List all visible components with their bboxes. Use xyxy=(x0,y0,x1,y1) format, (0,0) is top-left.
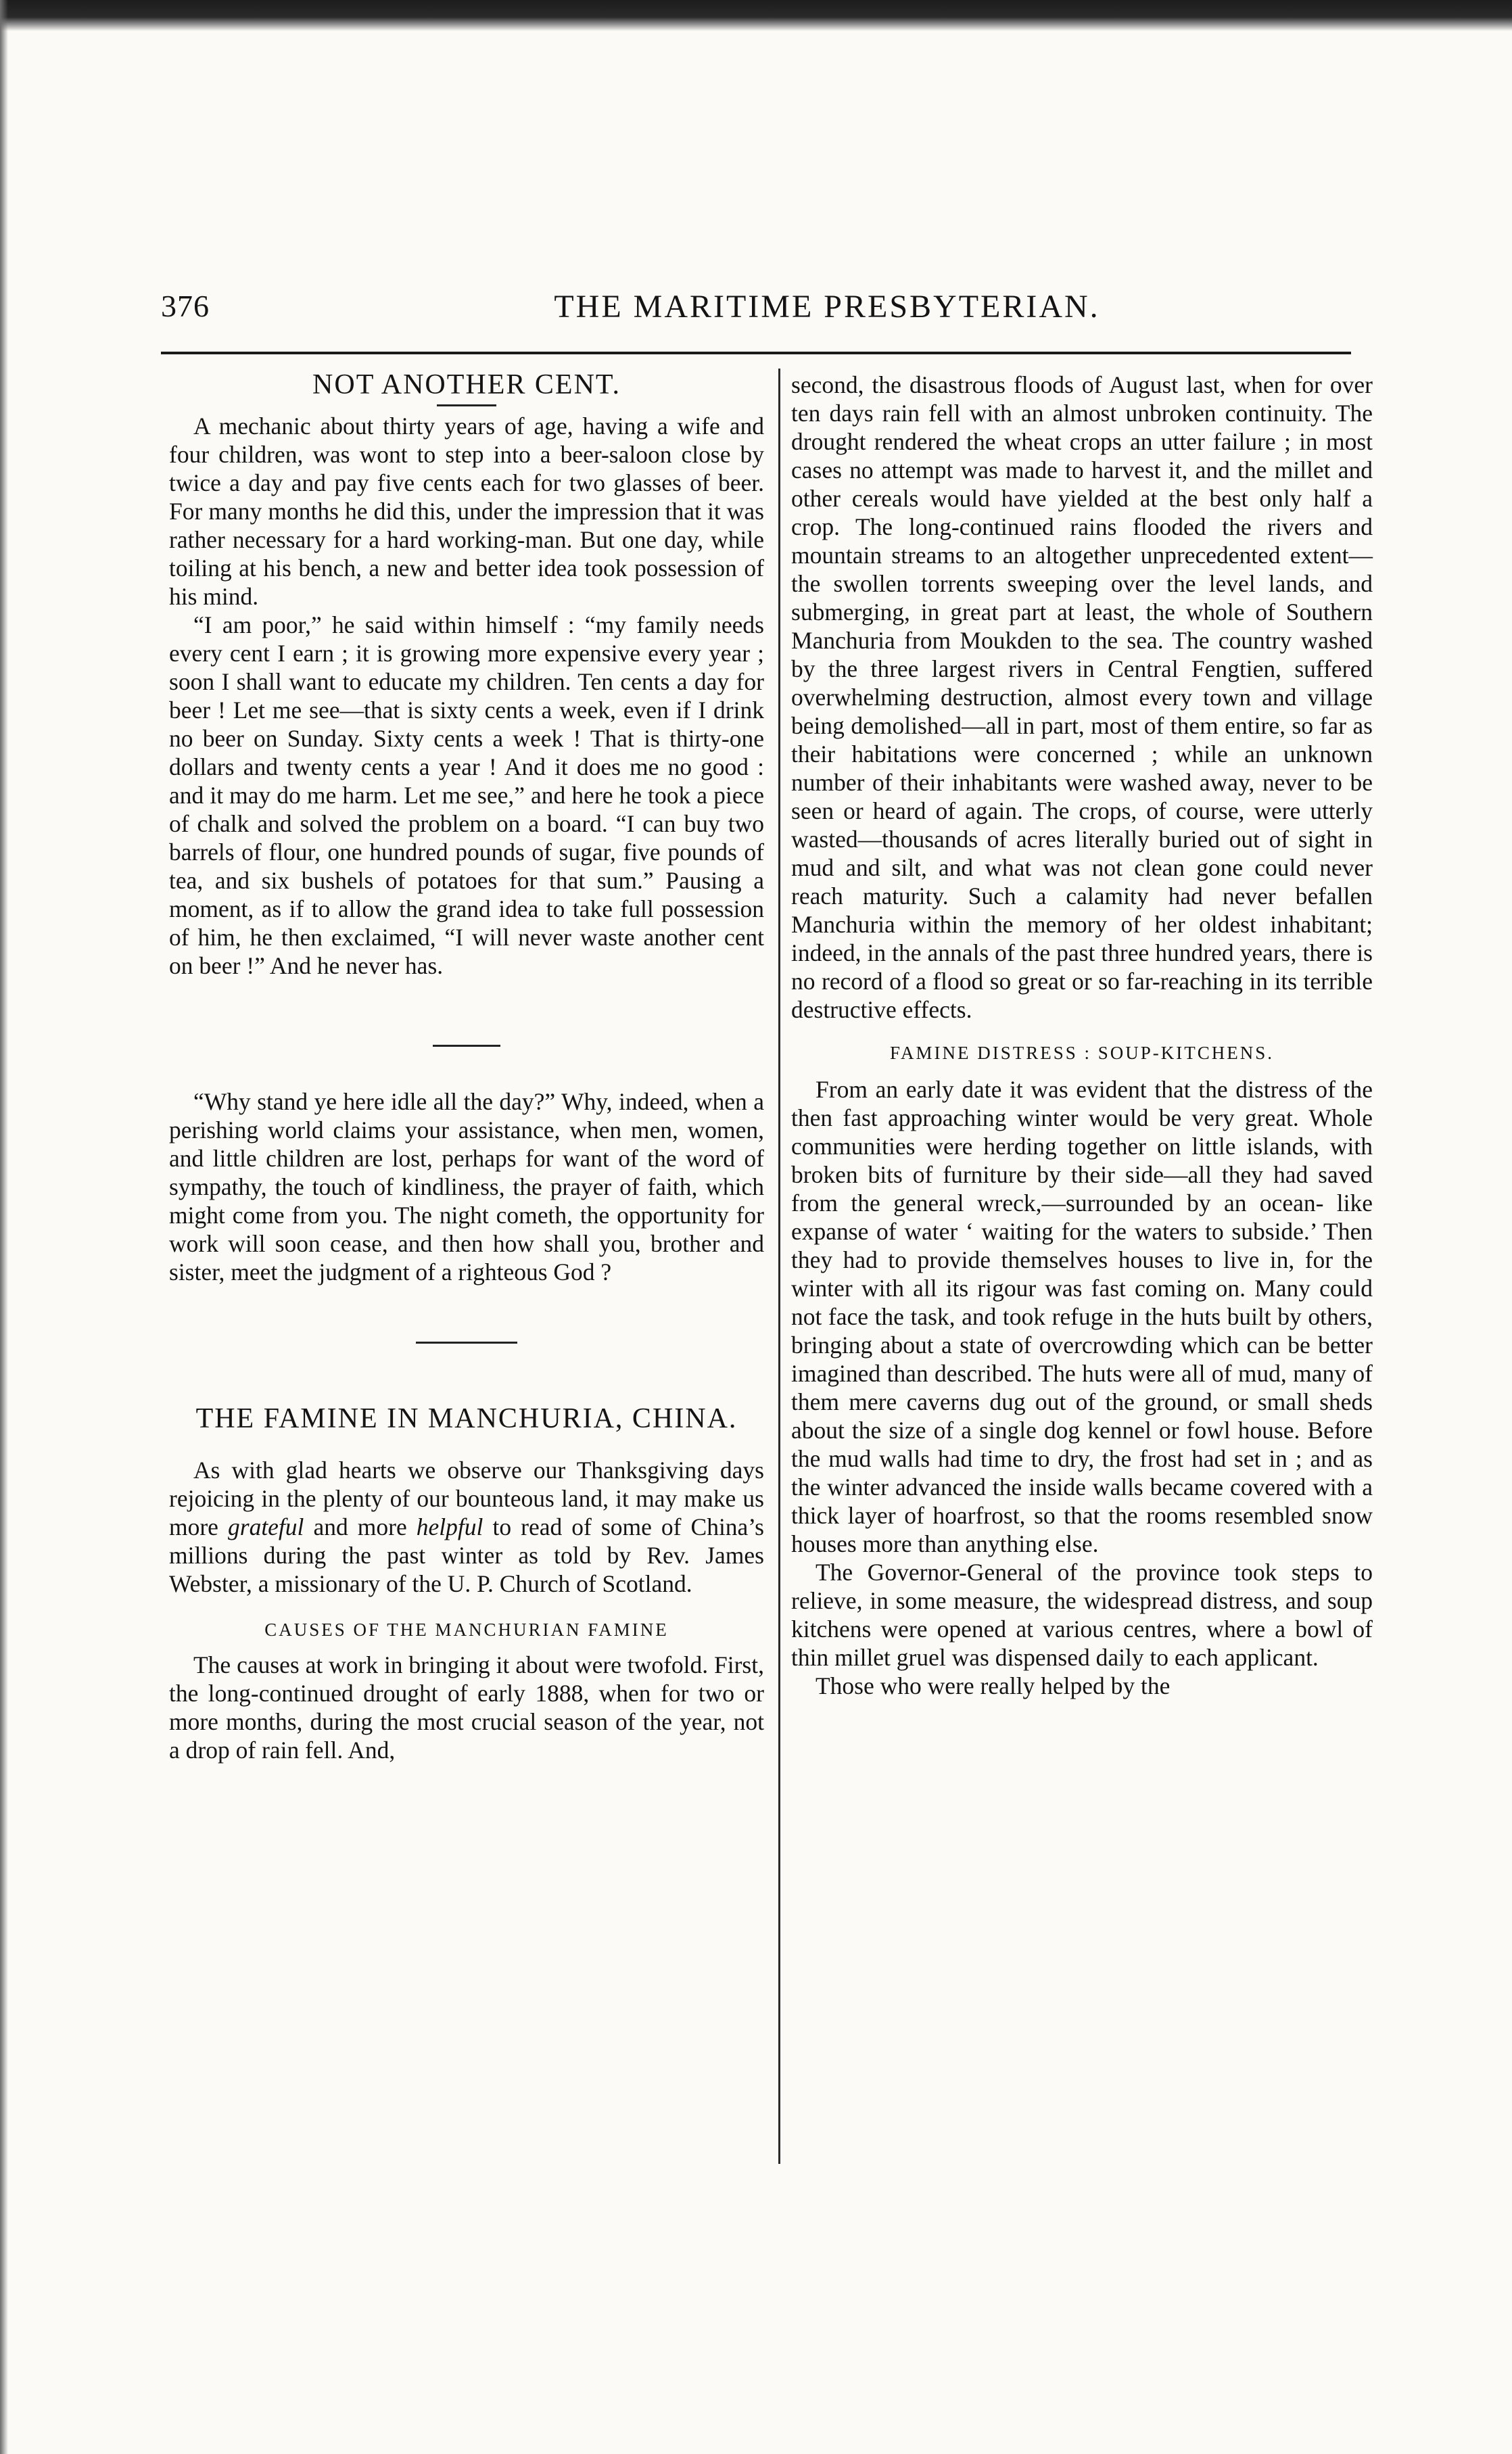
article-title-not-another-cent: NOT ANOTHER CENT. xyxy=(312,369,621,400)
page-top-scan-edge xyxy=(0,0,1512,31)
section-separator-rule xyxy=(416,1342,517,1344)
paragraph: The Governor-General of the province took steps to relieve, in some measure, the widespread distress, and soup kitchens were opened at various centres, where a bowl of thin millet gruel was dispensed daily to each applicant. xyxy=(791,1559,1373,1671)
paragraph: A mechanic about thirty years of age, having a wife and four children, was wont to step into a beer-saloon close by twice a day and pay five cents each for two glasses of beer. For many months he did this, under the impression that it was rather necessary for a hard working-man. But one day, while toiling at his bench, a new and better idea took possession of his mind. xyxy=(169,412,764,610)
running-title: THE MARITIME PRESBYTERIAN. xyxy=(554,289,1100,325)
paragraph-intro: As with glad hearts we observe our Thanksgiving days rejoicing in the plenty of our bounteous land, it may make us more grateful and more helpful to read of some of China’s millions during the past winter as told by Rev. James Webster, a missionary of the U. P. Church of Scotland. xyxy=(169,1457,764,1597)
subhead-soup-kitchens: FAMINE DISTRESS : SOUP-KITCHENS. xyxy=(889,1043,1275,1063)
header-rule xyxy=(161,352,1351,354)
paragraph: Those who were really helped by the xyxy=(816,1672,1171,1699)
paragraph: “I am poor,” he said within himself : “my family needs every cent I earn ; it is growing more expensive every year ; soon I shall want to educate my children. Ten cents a day for beer ! Let me see—that is sixty cents a week, even if I drink no beer on Sunday. Sixty cents a week ! That is thirty-one dollars and twenty cents a year ! And it does me no good : and it may do me harm. Let me see,” and here he took a piece of chalk and solved the problem on a board. “I can buy two barrels of flour, one hundred pounds of sugar, five pounds of tea, and six bushels of potatoes for that sum.” Pausing a moment, as if to allow the grand idea to take full possession of him, he then exclaimed, “I will never waste another cent on beer !” And he never has. xyxy=(169,611,764,979)
column-divider xyxy=(778,369,780,2164)
subhead-causes: CAUSES OF THE MANCHURIAN FAMINE xyxy=(264,1620,669,1640)
paragraph-continued: second, the disastrous floods of August last, when for over ten days rain fell with an almost unbroken continuity. The drought rendered the wheat crops an utter failure ; in most cases no attempt was made to harvest it, and the millet and other cereals would have yielded at the best only half a crop. The long-continued rains flooded the rivers and mountain streams to an altogether unprecedented extent—the swollen torrents sweeping over the level lands, and submerging, in great part at least, the whole of Southern Manchuria from Moukden to the sea. The country washed by the three largest rivers in Central Fengtien, suffered overwhelming destruction, almost every town and village being demolished—all in part, most of them entire, so far as their habitations were concerned ; while an unknown number of their inhabitants were washed away, never to be seen or heard of again. The crops, of course, were utterly wasted—thousands of acres literally buried out of sight in mud and silt, and what was not clean gone could never reach maturity. Such a calamity had never befallen Manchuria within the memory of her oldest inhabitant; indeed, in the annals of the past three hundred years, there is no record of a flood so great or so far-reaching in its terrible destructive effects. xyxy=(791,371,1373,1023)
section-separator-rule xyxy=(433,1045,500,1047)
right-column xyxy=(791,371,1373,1700)
page-left-scan-edge xyxy=(0,0,8,2454)
title-underline-rule xyxy=(437,404,496,406)
paragraph: The causes at work in bringing it about were twofold. First, the long-continued drought of early 1888, when for two or more months, during the most crucial season of the year, not a drop of rain fell. And, xyxy=(169,1651,764,1764)
paragraph: “Why stand ye here idle all the day?” Why, indeed, when a perishing world claims your assistance, when men, women, and little children are lost, perhaps for want of the word of sympathy, the touch of kindliness, the prayer of faith, which might come from you. The night cometh, the opportunity for work will soon cease, and then how shall you, brother and sister, meet the judgment of a righteous God ? xyxy=(169,1088,764,1285)
left-column xyxy=(169,371,764,1764)
page-number: 376 xyxy=(161,289,210,323)
article-title-famine: THE FAMINE IN MANCHURIA, CHINA. xyxy=(195,1403,738,1434)
emphasis-helpful: helpful xyxy=(416,1513,483,1540)
emphasis-grateful: grateful xyxy=(228,1513,304,1540)
paragraph: From an early date it was evident that the distress of the then fast approaching winter would be very great. Whole communities were herding together on little islands, with broken bits of furniture by their side—all they had saved from the general wreck,—surrounded by an ocean- like expanse of water ‘ waiting for the waters to subside.’ Then they had to provide themselves houses to live in, for the winter with all its rigour was fast coming on. Many could not face the task, and took refuge in the huts built by others, bringing about a state of overcrowding which can be better imagined than described. The huts were all of mud, many of them mere caverns dug out of the ground, or small sheds about the size of a single dog kennel or fowl house. Before the mud walls had time to dry, the frost had set in ; and as the winter advanced the inside walls became covered with a thick layer of hoarfrost, so that the rooms resembled snow houses more than anything else. xyxy=(791,1076,1373,1557)
page-header xyxy=(161,276,1351,337)
